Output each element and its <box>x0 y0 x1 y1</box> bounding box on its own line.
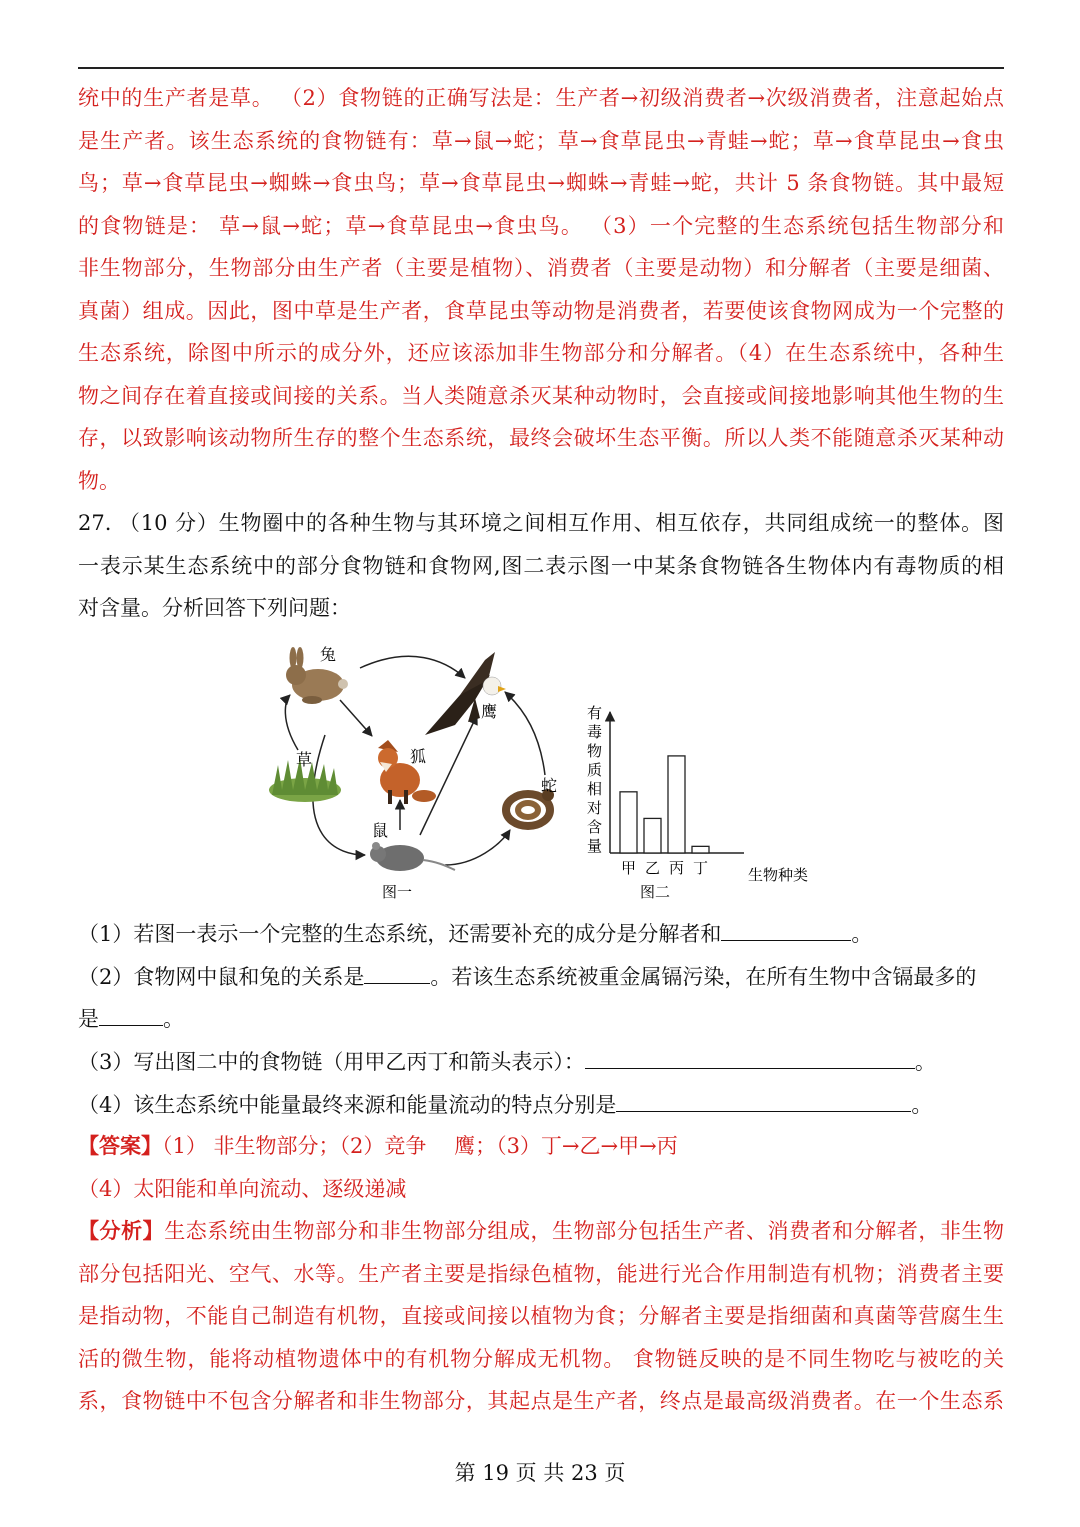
figure-svg <box>260 640 830 905</box>
label-eagle: 鹰 <box>481 704 498 721</box>
q4-end: 。 <box>911 1093 933 1117</box>
figure1-caption: 图一 <box>382 884 413 901</box>
xtick-label: 丁 <box>692 860 709 877</box>
q3-text: （3）写出图二中的食物链（用甲乙丙丁和箭头表示）： <box>78 1050 585 1074</box>
arrow-rabbit-eagle <box>360 656 465 678</box>
prev-analysis-line: 真菌）组成。因此，图中草是生产者，食草昆虫等动物是消费者，若要使该食物网成为一个完整的 <box>78 299 1004 323</box>
q2-text: （2）食物网中鼠和兔的关系是 <box>78 965 365 989</box>
prev-analysis-line: 生态系统，除图中所示的成分外，还应该添加非生物部分和分解者。（4）在生态系统中，各种生 <box>78 341 1004 365</box>
arrow-mouse-snake <box>445 830 510 865</box>
question-line: 对含量。分析回答下列问题： <box>78 596 351 620</box>
prev-analysis-line: 鸟；草→食草昆虫→蜘蛛→食虫鸟；草→食草昆虫→蜘蛛→青蛙→蛇，共计 5 条食物链。其中最短 <box>78 171 1004 195</box>
q2-line2-start: 是 <box>78 1007 99 1031</box>
q2-mid: 。若该生态系统被重金属镉污染，在所有生物中含镉最多的 <box>430 965 977 989</box>
ylabel-char: 有 <box>587 705 603 722</box>
analysis-line: 系，食物链中不包含分解者和非生物部分，其起点是生产者，终点是最高级消费者。在一个生态系 <box>78 1389 1004 1413</box>
ylabel-char: 相 <box>587 781 603 798</box>
label-mouse: 鼠 <box>372 823 389 840</box>
subquestion-2 <box>78 961 1004 992</box>
bar-2 <box>668 756 685 853</box>
analysis-line-1 <box>78 1216 1004 1246</box>
q1-answer-blank[interactable] <box>721 918 851 941</box>
label-fox: 狐 <box>410 749 427 766</box>
q1-end: 。 <box>851 922 873 946</box>
analysis-line: 部分包括阳光、空气、水等。生产者主要是指绿色植物，能进行光合作用制造有机物；消费者主要 <box>78 1262 1004 1286</box>
arrow-snake-eagle <box>505 692 545 775</box>
analysis-first-line: 生态系统由生物部分和非生物部分组成，生物部分包括生产者、消费者和分解者，非生物 <box>164 1219 1005 1243</box>
arrow-rabbit-fox <box>340 700 372 736</box>
question-line: 27. （10 分）生物圈中的各种生物与其环境之间相互作用、相互依存，共同组成统一的整体。图 <box>78 511 1004 535</box>
subquestion-2-cont <box>78 1003 1004 1034</box>
ylabel-char: 质 <box>587 762 603 779</box>
prev-analysis-line: 是生产者。该生态系统的食物链有：草→鼠→蛇；草→食草昆虫→青蛙→蛇；草→食草昆虫→食虫 <box>78 129 1004 153</box>
eagle-icon <box>425 652 506 735</box>
q2-answer-blank-1[interactable] <box>364 961 430 984</box>
answer-line-1 <box>78 1131 1004 1161</box>
bar-3 <box>692 846 709 853</box>
ylabel-char: 物 <box>587 743 603 760</box>
chart-ylabel <box>587 705 602 855</box>
question-line: 一表示某生态系统中的部分食物链和食物网,图二表示图一中某条食物链各生物体内有毒物质的相 <box>78 554 1004 578</box>
rabbit-icon <box>286 647 348 704</box>
prev-analysis-line: 非生物部分，生物部分由生产者（主要是植物）、消费者（主要是动物）和分解者（主要是细菌、 <box>78 256 1004 280</box>
analysis-line: 活的微生物，能将动植物遗体中的有机物分解成无机物。 食物链反映的是不同生物吃与被吃的关 <box>78 1347 1004 1371</box>
label-grass: 草 <box>296 752 313 769</box>
prev-analysis-line: 物之间存在着直接或间接的关系。当人类随意杀灭某种动物时，会直接或间接地影响其他生物的生 <box>78 384 1004 408</box>
figure-area <box>260 640 830 905</box>
prev-analysis-line: 存，以致影响该动物所生存的整个生态系统，最终会破坏生态平衡。所以人类不能随意杀灭某种动 <box>78 426 1004 450</box>
fox-icon <box>378 740 436 804</box>
xtick-label: 甲 <box>620 860 637 877</box>
ylabel-char: 对 <box>587 800 603 817</box>
ylabel-char: 毒 <box>587 724 603 741</box>
analysis-line: 是指动物，不能自己制造有机物，直接或间接以植物为食；分解者主要是指细菌和真菌等营腐生生 <box>78 1304 1004 1328</box>
q3-answer-blank[interactable] <box>585 1046 915 1069</box>
page-footer: 第 19 页 共 23 页 <box>454 1461 626 1485</box>
label-rabbit: 兔 <box>320 647 337 664</box>
answer-text-1: （1） 非生物部分；（2）竞争 鹰；（3）丁→乙→甲→丙 <box>162 1134 678 1158</box>
subquestion-3 <box>78 1046 1004 1077</box>
label-snake: 蛇 <box>541 778 558 795</box>
ylabel-char: 含 <box>587 819 603 836</box>
q2-answer-blank-2[interactable] <box>99 1003 163 1026</box>
arrow-grass-rabbit <box>285 695 298 750</box>
q3-end: 。 <box>914 1050 936 1074</box>
prev-analysis-line: 的食物链是： 草→鼠→蛇；草→食草昆虫→食虫鸟。 （3）一个完整的生态系统包括生物部分和 <box>78 214 1004 238</box>
ylabel-char: 量 <box>587 838 603 855</box>
bar-0 <box>620 792 637 853</box>
food-web <box>269 646 557 901</box>
subquestion-4 <box>78 1089 1004 1120</box>
header-rule <box>78 67 1004 69</box>
chart-xlabel: 生物种类 <box>748 867 809 884</box>
answer-line-2: （4）太阳能和单向流动、逐级递减 <box>78 1177 407 1201</box>
answer-tag: 【答案】 <box>78 1133 162 1158</box>
subquestion-1 <box>78 918 1004 949</box>
chart-xticks <box>621 860 708 877</box>
bar-1 <box>644 818 661 853</box>
q2-end: 。 <box>163 1007 184 1031</box>
xtick-label: 丙 <box>668 860 685 877</box>
chart-bars <box>620 756 709 853</box>
toxin-bar-chart <box>587 705 808 901</box>
xtick-label: 乙 <box>644 860 661 877</box>
q4-answer-blank[interactable] <box>616 1089 911 1112</box>
mouse-icon <box>370 842 455 871</box>
figure2-caption: 图二 <box>640 884 671 901</box>
prev-analysis-line: 统中的生产者是草。 （2）食物链的正确写法是：生产者→初级消费者→次级消费者，注意起始点 <box>78 86 1004 110</box>
q4-text: （4）该生态系统中能量最终来源和能量流动的特点分别是 <box>78 1093 617 1117</box>
prev-analysis-line: 物。 <box>78 469 120 493</box>
analysis-tag: 【分析】 <box>78 1218 165 1243</box>
q1-text: （1）若图一表示一个完整的生态系统，还需要补充的成分是分解者和 <box>78 922 722 946</box>
